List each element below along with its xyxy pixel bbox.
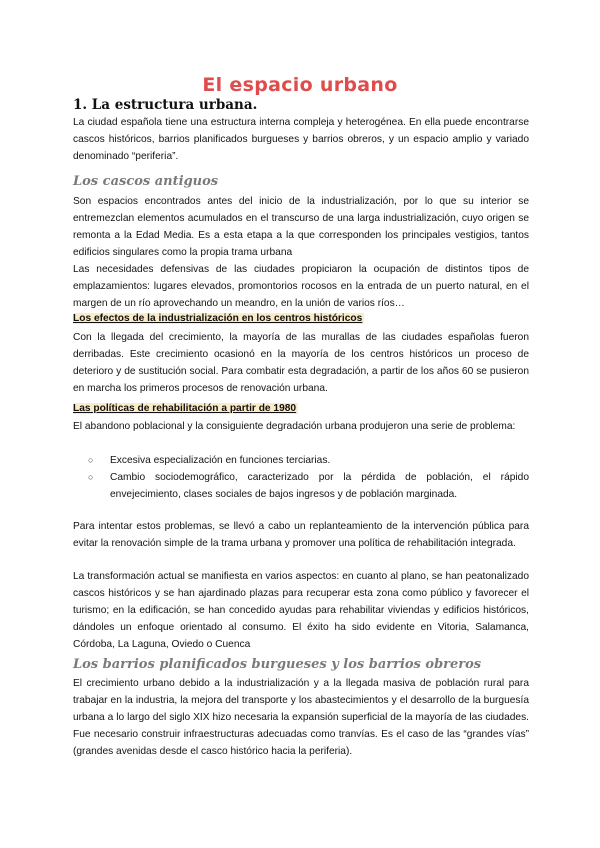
subheading-cascos-antiguos: Los cascos antiguos	[73, 174, 219, 189]
subheading-barrios: Los barrios planificados burgueses y los barrios obreros	[73, 657, 482, 672]
subheading-efectos: Los efectos de la industrialización en los centros históricos	[73, 313, 363, 324]
subheading-politicas: Las políticas de rehabilitación a partir de 1980	[73, 403, 297, 414]
circle-bullet-icon: ○	[88, 455, 94, 465]
section-heading-estructura: 1. La estructura urbana.	[73, 97, 258, 113]
paragraph-barrios: El crecimiento urbano debido a la industrialización y a la llegada masiva de población rural para trabajar en la industria, la mejora del transporte y los abastecimientos y el desarrollo de la burguesía urbana a lo largo del siglo XIX hizo necesaria la expansión superficial de la mayoría de las ciudades. Fue necesario construir infraestructuras adecuadas como tranvías. Es el caso de las “grandes vías” (grandes avenidas desde el casco histórico hacia la periferia).	[73, 678, 529, 757]
paragraph-cascos-1: Son espacios encontrados antes del inicio de la industrialización, por lo que su interior se entremezclan elementos acumulados en el transcurso de una larga industrialización, cuyo origen se remonta a la Edad Media. Es a esta etapa a la que corresponden los principales vestigios, tantos edificios singulares como la propia trama urbana	[73, 196, 529, 258]
paragraph-efectos: Con la llegada del crecimiento, la mayoría de las murallas de las ciudades españolas fueron derribadas. Este crecimiento ocasionó en la mayoría de los centros históricos un proceso de deterioro y de sustitución social. Para combatir esta degradación, a partir de los años 60 se pusieron en marcha los primeros procesos de renovación urbana.	[73, 332, 529, 394]
list-item	[88, 452, 529, 469]
circle-bullet-icon: ○	[88, 472, 94, 482]
paragraph-intro: La ciudad española tiene una estructura interna compleja y heterogénea. En ella puede encontrarse cascos históricos, barrios planificados burgueses y barrios obreros, y un espacio amplio y variado denominado “periferia”.	[73, 117, 529, 162]
paragraph-politicas-2: Para intentar estos problemas, se llevó a cabo un replanteamiento de la intervención pública para evitar la renovación simple de la trama urbana y promover una política de rehabilitación integrada.	[73, 521, 529, 549]
paragraph-cascos-2: Las necesidades defensivas de las ciudades propiciaron la ocupación de distintos tipos de emplazamientos: lugares elevados, promontorios rocosos en la entrada de un puerto natural, en el margen de un río aprovechando un meandro, en la unión de varios ríos…	[73, 264, 529, 309]
list-item-text: Excesiva especialización en funciones terciarias.	[110, 455, 331, 466]
list-item	[88, 469, 529, 503]
paragraph-politicas-3: La transformación actual se manifiesta en varios aspectos: en cuanto al plano, se han peatonalizado cascos históricos y se han ajardinado plazas para recuperar esta zona como público y favorecer el turismo; en la edificación, se han concedido ayudas para rehabilitar viviendas y edificios históricos, dándoles un enfoque orientado al consumo. El éxito ha sido evidente en Vitoria, Salamanca, Córdoba, La Laguna, Oviedo o Cuenca	[73, 571, 529, 650]
list-item-text: Cambio sociodemográfico, caracterizado por la pérdida de población, el rápido envejecimiento, clases sociales de bajos ingresos y de población marginada.	[110, 472, 529, 500]
paragraph-politicas-1: El abandono poblacional y la consiguiente degradación urbana produjeron una serie de problema:	[73, 421, 516, 432]
document-title: El espacio urbano	[202, 74, 398, 96]
